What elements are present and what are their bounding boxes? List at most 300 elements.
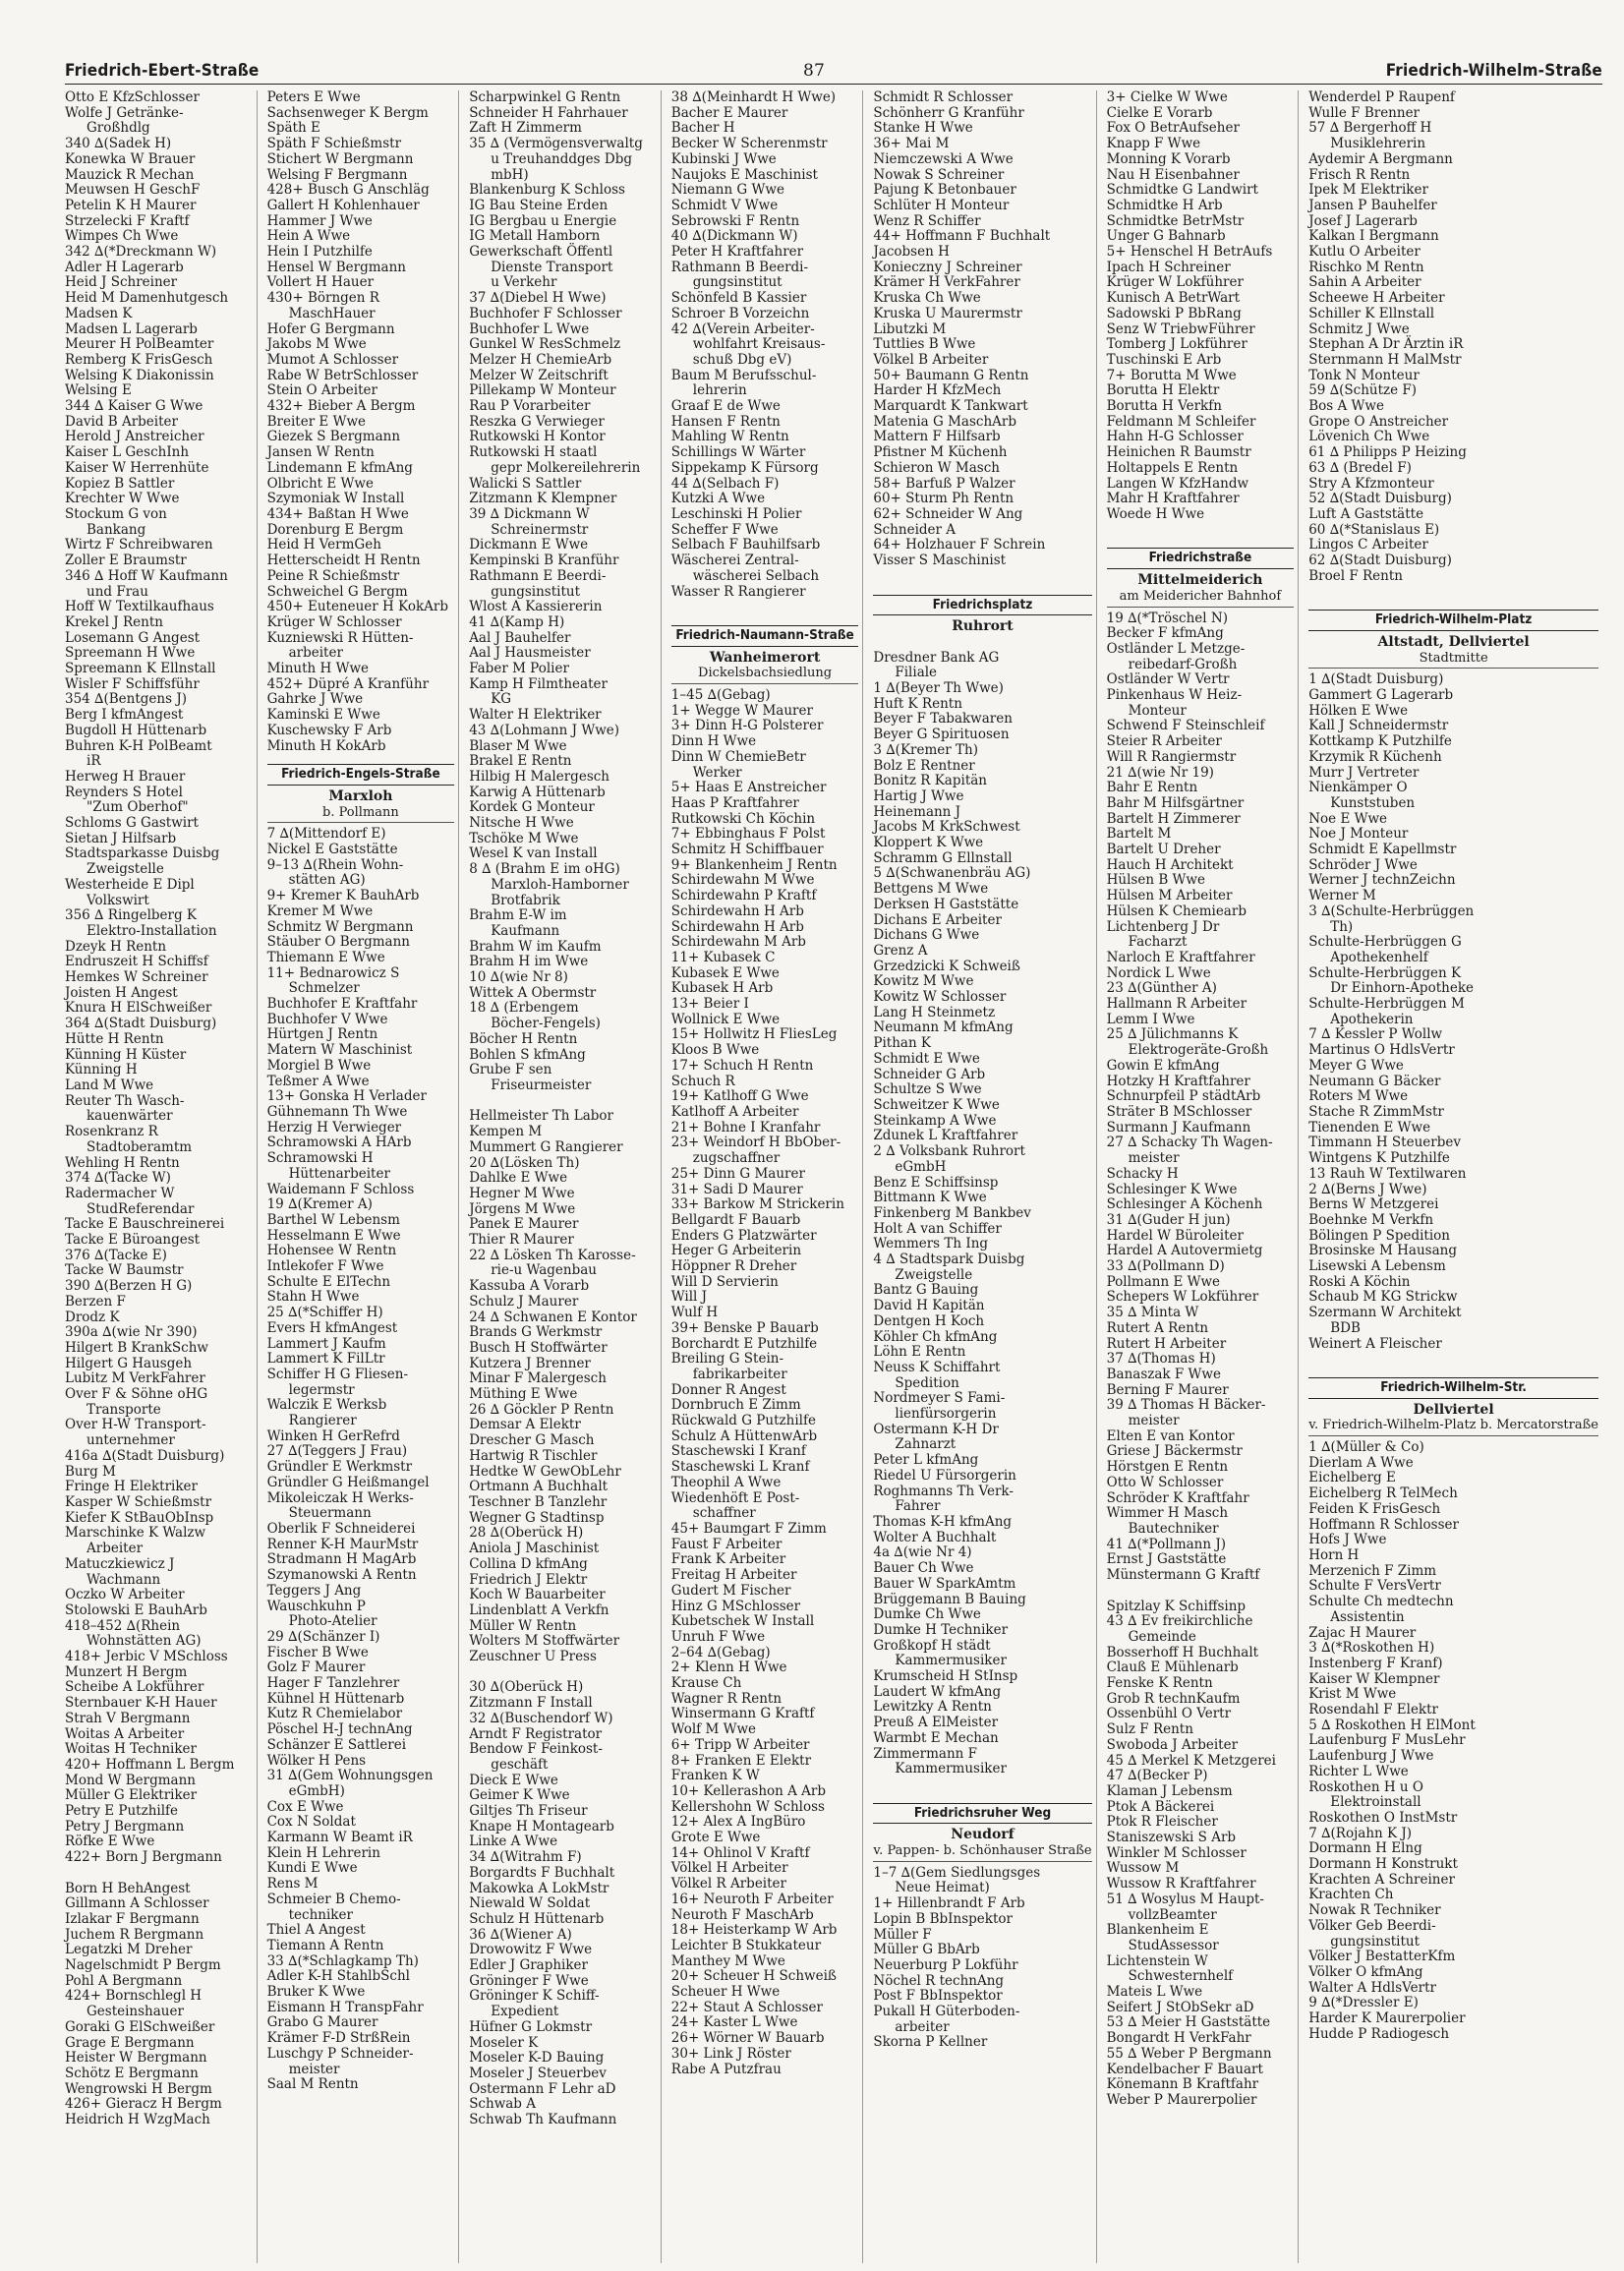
directory-entry: Land M Wwe (65, 1077, 154, 1093)
directory-entry: Hartwig R Tischler (469, 1447, 598, 1464)
directory-entry: Wimmer H Masch (1106, 1505, 1229, 1522)
directory-entry: Madsen K (65, 305, 133, 321)
directory-entry: Gahrke J Wwe (266, 691, 364, 708)
directory-entry: Schweichel G Bergm (266, 583, 408, 600)
directory-entry: Brands G Werkmstr (469, 1324, 603, 1341)
directory-entry: Makowka A LokMstr (469, 1880, 609, 1896)
directory-entry: Teschner B Tanzlehr (469, 1493, 608, 1510)
directory-entry: Roskothen H u O (1308, 1778, 1423, 1795)
directory-entry: Schillings W Wärter (670, 444, 806, 461)
street-heading: Friedrichstraße (1107, 548, 1295, 569)
directory-entry: Welsing F Bergmann (266, 166, 408, 183)
directory-entry: Lichtenberg J Dr (1106, 918, 1220, 935)
entry-continuation: fabrikarbeiter (692, 1366, 787, 1382)
directory-entry: Kutzki A Wwe (670, 491, 766, 507)
directory-entry: Schönherr G Kranführ (873, 104, 1024, 121)
entry-continuation: reibedarf-Großh (1128, 656, 1238, 672)
directory-entry: Leschinski H Polier (670, 505, 802, 522)
directory-entry: Scheffer F Wwe (670, 521, 779, 538)
directory-entry: Hahn H-G Schlosser (1106, 429, 1244, 445)
directory-entry: Brakel E Rentn (469, 753, 572, 770)
directory-entry: Kowitz M Wwe (873, 973, 974, 990)
directory-entry: Buchhofer F Schlosser (469, 305, 622, 321)
directory-entry: Westerheide E Dipl (65, 876, 195, 893)
directory-entry: Zeuschner U Press (469, 1649, 597, 1665)
directory-entry: 39+ Benske P Bauarb (670, 1319, 819, 1336)
directory-entry: Schötz E Bergmann (65, 2066, 199, 2081)
directory-entry: Mummert G Rangierer (469, 1138, 623, 1155)
directory-entry: Gallert H Kohlenhauer (266, 197, 420, 213)
directory-entry: Werner J technZeichn (1308, 872, 1456, 889)
directory-entry: 17+ Schuch H Rentn (670, 1057, 814, 1074)
directory-entry: Bruker K Wwe (266, 1984, 366, 2001)
directory-entry: Dickmann E Wwe (469, 537, 589, 553)
directory-entry: Brahm W im Kaufm (469, 938, 602, 955)
directory-entry: 9+ Blankenheim J Rentn (670, 856, 838, 873)
directory-entry: Barthel W Lebensm (266, 1211, 400, 1228)
directory-entry: Gründler G Heißmangel (266, 1474, 430, 1490)
entry-continuation: lehrerin (692, 382, 747, 399)
street-heading: Friedrich-Wilhelm-Str. (1308, 1377, 1598, 1399)
directory-entry: 30 ∆(Oberück H) (469, 1679, 584, 1696)
directory-entry: Hensel W Bergmann (266, 259, 406, 275)
directory-entry: Hülsen M Arbeiter (1106, 888, 1233, 904)
directory-entry: Neumann G Bäcker (1308, 1073, 1441, 1089)
directory-entry: Kellershohn W Schloss (670, 1798, 825, 1815)
directory-entry: 43 ∆(Lohmann J Wwe) (469, 722, 620, 738)
directory-entry: Bolz E Rentner (873, 757, 975, 774)
directory-entry: Scheibe A Lokführer (65, 1679, 204, 1696)
directory-entry: Becker F kfmAng (1106, 625, 1224, 642)
entry-continuation: eGmbH) (288, 1782, 345, 1799)
directory-entry: 32 ∆(Buschendorf W) (469, 1710, 613, 1726)
directory-entry: 9–13 ∆(Rhein Wohn- (266, 856, 404, 873)
directory-entry: Wirtz F Schreibwaren (65, 537, 213, 553)
entry-continuation: unternehmer (87, 1432, 175, 1449)
entry-continuation: gungsinstitut (1330, 1933, 1421, 1950)
directory-entry: Schmidt V Wwe (670, 197, 779, 213)
directory-entry: 23 ∆(Günther A) (1106, 980, 1217, 997)
directory-entry: Schlesinger K Wwe (1106, 1181, 1238, 1197)
directory-entry: Kasper W Schießmstr (65, 1493, 212, 1510)
directory-entry: Bos A Wwe (1308, 398, 1384, 415)
directory-entry: Stache R ZimmMstr (1308, 1104, 1444, 1120)
directory-entry: Berning F Maurer (1106, 1381, 1229, 1398)
entry-continuation: Rangierer (288, 1413, 357, 1429)
directory-entry: 432+ Bieber A Bergm (266, 398, 416, 415)
directory-entry: Sietan J Hilfsarb (65, 830, 177, 846)
column-6 (1107, 90, 1300, 2263)
directory-entry: Dzeyk H Rentn (65, 938, 167, 955)
directory-entry: Frank K Arbeiter (670, 1551, 786, 1568)
street-heading: Friedrich-Wilhelm-Platz (1308, 610, 1598, 631)
directory-entry: 2–64 ∆(Gebag) (670, 1644, 771, 1660)
directory-entry: Knape H Montagearb (469, 1818, 614, 1834)
directory-entry: Walczik E Werksb (266, 1397, 387, 1414)
directory-entry: Borgardts F Buchhalt (469, 1864, 615, 1881)
directory-entry: Arndt F Registrator (469, 1725, 603, 1742)
directory-entry: Hedtke W GewObLehr (469, 1463, 621, 1480)
directory-entry: 35 ∆ (Vermögensverwaltg (469, 136, 643, 152)
directory-entry: Schulte-Herbrüggen M (1308, 996, 1465, 1013)
directory-entry: Peter H Kraftfahrer (670, 244, 804, 261)
directory-entry: Will R Rangiermstr (1106, 748, 1237, 765)
directory-entry: Thier R Maurer (469, 1232, 574, 1249)
directory-entry: Bugdoll H Hüttenarb (65, 722, 207, 738)
directory-entry: 64+ Holzhauer F Schrein (873, 537, 1046, 553)
directory-entry: Breiter E Wwe (266, 413, 366, 430)
directory-entry: Bantz G Bauing (873, 1282, 979, 1299)
directory-entry: Giltjes Th Friseur (469, 1803, 588, 1820)
entry-continuation: rie-u Wagenbau (491, 1262, 597, 1279)
directory-entry: Schmitz H Schiffbauer (670, 842, 824, 858)
directory-entry: Remberg K FrisGesch (65, 351, 213, 368)
directory-entry: Bonitz R Kapitän (873, 773, 987, 789)
district-name: Wanheimerort (709, 649, 821, 666)
directory-entry: 342 ∆(*Dreckmann W) (65, 244, 217, 261)
directory-entry: Hilgert G Hausgeh (65, 1355, 193, 1371)
directory-entry: 420+ Hoffmann L Bergm (65, 1756, 235, 1773)
directory-entry: Frisch R Rentn (1308, 166, 1411, 183)
directory-entry: Will J (670, 1289, 708, 1306)
directory-entry: Großkopf H städt (873, 1637, 991, 1654)
running-header (65, 51, 1602, 81)
directory-entry: Morgiel B Wwe (266, 1057, 372, 1074)
directory-entry: Konewka W Brauer (65, 150, 196, 167)
directory-entry: Schmidtke BetrMstr (1106, 212, 1245, 229)
directory-entry: Dormann H Elng (1308, 1840, 1422, 1857)
directory-entry: Gröninger K Schiff- (469, 1988, 600, 2005)
directory-entry: 2 ∆ Volksbank Ruhrort (873, 1143, 1025, 1160)
directory-entry: 346 ∆ Hoff W Kaufmann (65, 567, 228, 584)
directory-entry: Aal J Hausmeister (469, 645, 591, 662)
directory-entry: Krause Ch (670, 1675, 742, 1692)
directory-entry: Schönfeld B Kassier (670, 290, 807, 307)
entry-continuation: mbH) (491, 166, 529, 183)
directory-entry: Blankenburg K Schloss (469, 182, 625, 199)
directory-entry: Demsar A Elektr (469, 1417, 581, 1433)
directory-entry: Zaft H Zimmerm (469, 120, 582, 137)
directory-entry: 31+ Sadi D Maurer (670, 1181, 803, 1197)
directory-entry: 30+ Link J Röster (670, 2045, 791, 2062)
directory-entry: Stichert W Bergmann (266, 150, 414, 167)
directory-entry: Schulte F VersVertr (1308, 1578, 1441, 1595)
directory-entry: 60+ Sturm Ph Rentn (873, 491, 1015, 507)
directory-entry: 20 ∆(Lösken Th) (469, 1154, 580, 1171)
directory-entry: Schänzer E Sattlerei (266, 1736, 407, 1753)
header-left-street: Friedrich-Ebert-Straße (65, 61, 260, 81)
directory-entry: Müller F (873, 1926, 932, 1943)
directory-entry: Hüfner G Lokmstr (469, 2018, 593, 2035)
directory-entry: Schirdewahn H Arb (670, 918, 804, 935)
directory-entry: Sippekamp K Fürsorg (670, 459, 819, 476)
directory-entry: Evers H kfmAngest (266, 1319, 398, 1336)
directory-entry: 9 ∆(*Dressler E) (1308, 1995, 1419, 2011)
directory-entry: Bacher E Maurer (670, 104, 788, 121)
directory-entry: Böcher H Rentn (469, 1030, 578, 1047)
directory-entry: Finkenberg M Bankbev (873, 1204, 1031, 1221)
directory-entry: Zajac H Maurer (1308, 1624, 1417, 1641)
directory-entry: 53 ∆ Meier H Gaststätte (1106, 2014, 1271, 2031)
directory-entry: Kempinski B Kranführ (469, 553, 619, 569)
directory-entry: Drodz K (65, 1309, 120, 1325)
directory-entry: 434+ Baßtan H Wwe (266, 505, 409, 522)
entry-continuation: StudReferendar (87, 1200, 195, 1217)
directory-entry: Aal J Bauhelfer (469, 629, 571, 646)
directory-entry: Seifert J StObSekr aD (1106, 1999, 1254, 2015)
directory-entry: Leichter B Stukkateur (670, 1937, 822, 1953)
directory-entry: Burg M (65, 1463, 116, 1480)
directory-entry: Staschewski I Kranf (670, 1443, 806, 1460)
directory-entry: Cox E Wwe (266, 1798, 344, 1815)
directory-entry: Freitag H Arbeiter (670, 1567, 797, 1584)
entry-continuation: Brotfabrik (491, 892, 560, 908)
directory-entry: Hesselmann E Wwe (266, 1227, 401, 1244)
directory-entry: Schulz J Maurer (469, 1293, 579, 1310)
directory-entry: Dentgen H Koch (873, 1312, 985, 1329)
directory-entry: Munzert H Bergm (65, 1663, 188, 1680)
directory-entry: 50+ Baumann G Rentn (873, 367, 1029, 383)
directory-entry: 37 ∆(Diebel H Wwe) (469, 290, 607, 307)
entry-continuation: BDB (1330, 1319, 1361, 1336)
directory-entry: Bohlen S kfmAng (469, 1046, 586, 1063)
directory-entry: Kutzera J Brenner (469, 1355, 591, 1371)
directory-entry: Szymanowski A Rentn (266, 1567, 417, 1584)
directory-entry: Lichtenstein W (1106, 1952, 1208, 1969)
column-7 (1308, 90, 1602, 2263)
entry-continuation: Elektroinstall (1330, 1794, 1421, 1811)
directory-entry: Wäscherei Zentral- (670, 553, 799, 569)
directory-entry: Over H-W Transport- (65, 1417, 206, 1433)
directory-entry: Hetterscheidt H Rentn (266, 553, 421, 569)
directory-entry: Giezek S Bergmann (266, 429, 401, 445)
directory-entry: 3+ Cielke W Wwe (1106, 89, 1228, 105)
directory-entry: Rischko M Rentn (1308, 259, 1424, 275)
spacer (671, 600, 859, 615)
directory-entry: Noe E Wwe (1308, 810, 1388, 827)
spacer (1107, 523, 1295, 539)
directory-entry: Dichans E Arbeiter (873, 911, 1002, 928)
directory-entry: Schramowski H (266, 1150, 374, 1167)
directory-entry: Rabe A Putzfrau (670, 2061, 782, 2077)
directory-entry: Klein H Lehrerin (266, 1844, 380, 1861)
directory-entry: Borutta H Verkfn (1106, 398, 1222, 415)
directory-entry: 1+ Hillenbrandt F Arb (873, 1895, 1025, 1912)
directory-entry: Brahm H im Wwe (469, 954, 589, 970)
directory-entry: Schirdewahn M Arb (670, 934, 806, 951)
entry-continuation: Neue Heimat) (895, 1880, 990, 1896)
directory-entry: Bölingen P Spedition (1308, 1227, 1450, 1244)
directory-entry: Moseler J Steuerbev (469, 2066, 607, 2081)
directory-entry: Völker O kfmAng (1308, 1963, 1423, 1980)
directory-entry: Libutzki M (873, 320, 947, 337)
directory-entry: Mattern F Hilfsarb (873, 429, 1001, 445)
directory-entry: Franken K W (670, 1768, 760, 1784)
directory-entry: Tomberg J Lokführer (1106, 336, 1247, 353)
directory-entry: Nöchel R technAng (873, 1972, 1005, 1989)
entry-continuation: Kammermusiker (895, 1653, 1007, 1669)
directory-entry: Schneider H Fahrhauer (469, 104, 628, 121)
directory-entry: Petry J Bergmann (65, 1818, 185, 1834)
directory-entry: Pollmann E Wwe (1106, 1273, 1221, 1290)
directory-entry: Swoboda J Arbeiter (1106, 1736, 1239, 1753)
directory-entry: Winken H GerRefrd (266, 1427, 400, 1444)
directory-entry: Vollert H Hauer (266, 274, 375, 291)
directory-entry: Schwab Th Kaufmann (469, 2112, 617, 2128)
directory-entry: Hammer J Wwe (266, 212, 373, 229)
directory-entry: Tacke W Baumstr (65, 1262, 184, 1279)
directory-entry: Timmann H Steuerbev (1308, 1135, 1461, 1151)
directory-entry: Szermann W Architekt (1308, 1305, 1462, 1321)
directory-entry: Thiel A Angest (266, 1922, 366, 1939)
directory-entry: 5 ∆ Roskothen H ElMont (1308, 1717, 1476, 1733)
directory-entry: Visser S Maschinist (873, 553, 1007, 569)
directory-entry: 28 ∆(Oberück H) (469, 1525, 584, 1542)
directory-entry: 39 ∆ Dickmann W (469, 505, 590, 522)
directory-entry: Unger G Bahnarb (1106, 228, 1226, 245)
directory-entry: Stockum G von (65, 505, 167, 522)
directory-entry: Szymoniak W Install (266, 491, 405, 507)
directory-entry: Noe J Monteur (1308, 826, 1409, 843)
directory-entry: Lövenich Ch Wwe (1308, 429, 1430, 445)
directory-entry: Graaf E de Wwe (670, 398, 781, 415)
directory-entry: 7+ Ebbinghaus F Polst (670, 826, 826, 843)
directory-entry: 63 ∆ (Bredel F) (1308, 459, 1412, 476)
directory-entry: Bahr M Hilfsgärtner (1106, 794, 1245, 811)
street-range: Dickelsbachsiedlung (671, 666, 859, 684)
directory-entry: Kremer M Wwe (266, 903, 374, 919)
directory-entry: Kowitz W Schlosser (873, 989, 1007, 1006)
directory-entry: 47 ∆(Becker P) (1106, 1768, 1208, 1784)
directory-entry: Otto E KfzSchlosser (65, 89, 200, 105)
directory-entry: Rutkowski Ch Köchin (670, 810, 816, 827)
directory-entry: 20+ Scheuer H Schweiß (670, 1968, 837, 1985)
directory-entry: Dinn W ChemieBetr (670, 748, 806, 765)
directory-entry: Josef J Lagerarb (1308, 212, 1418, 229)
directory-entry: Otto W Schlosser (1106, 1474, 1224, 1490)
directory-entry: 27 ∆(Teggers J Frau) (266, 1443, 408, 1460)
directory-entry: Zdunek L Kraftfahrer (873, 1128, 1018, 1144)
directory-entry: Sachsenweger K Bergm (266, 104, 429, 121)
directory-entry: Elten E van Kontor (1106, 1427, 1235, 1444)
entry-continuation: Fahrer (895, 1498, 941, 1515)
directory-entry: Mond W Bergmann (65, 1772, 196, 1788)
directory-entry: Strah V Bergmann (65, 1710, 191, 1726)
directory-entry: Schramm G Ellnstall (873, 849, 1013, 866)
directory-entry: Meuwsen H GeschF (65, 182, 201, 199)
directory-entry: 59 ∆(Schütze F) (1308, 382, 1418, 399)
entry-continuation: gungsinstitut (491, 583, 581, 600)
directory-entry: Wimpes Ch Wwe (65, 228, 179, 245)
directory-entry: Rathmann B Beerdi- (670, 259, 809, 275)
directory-entry: Schröder J Wwe (1308, 856, 1418, 873)
street-heading: Friedrichsplatz (873, 595, 1091, 616)
directory-entry: Surmann J Kaufmann (1106, 1119, 1251, 1136)
directory-entry: 8 ∆ (Brahm E im oHG) (469, 861, 620, 878)
directory-entry: 39 ∆ Thomas H Bäcker- (1106, 1397, 1266, 1414)
directory-entry: Bellgardt F Bauarb (670, 1211, 801, 1228)
directory-entry: Kiefer K StBauObInsp (65, 1509, 214, 1526)
directory-entry: Hudde P Radiogesch (1308, 2025, 1450, 2042)
directory-entry: 45 ∆ Merkel K Metzgerei (1106, 1752, 1276, 1769)
directory-entry: Saal M Rentn (266, 2076, 359, 2093)
entry-continuation: Zweigstelle (87, 861, 164, 878)
directory-entry: Donner R Angest (670, 1381, 786, 1398)
street-heading: Friedrich-Naumann-Straße (671, 625, 859, 647)
directory-entry: Nagelschmidt P Bergm (65, 1957, 221, 1974)
directory-entry: Heidrich H WzgMach (65, 2112, 210, 2128)
entry-continuation: KG (491, 691, 512, 708)
entry-continuation: meister (1128, 1150, 1180, 1167)
directory-entry: Schneider A (873, 521, 957, 538)
directory-entry: Grenz A (873, 942, 928, 959)
entry-continuation: techniker (288, 1906, 353, 1923)
directory-entry: Schulz A HüttenwArb (670, 1427, 818, 1444)
directory-entry: Schmeier B Chemo- (266, 1891, 401, 1907)
directory-entry: Walicki S Sattler (469, 475, 582, 492)
directory-entry: Luschgy P Schneider- (266, 2045, 414, 2062)
directory-entry: Bosserhoff H Buchhalt (1106, 1644, 1259, 1660)
directory-entry: 7+ Borutta M Wwe (1106, 367, 1237, 383)
directory-entry: Köhler Ch kfmAng (873, 1328, 998, 1345)
directory-entry: Lindemann E kfmAng (266, 459, 413, 476)
directory-entry: 5+ Haas E Anstreicher (670, 780, 827, 796)
directory-entry: Krachten A Schreiner (1308, 1871, 1455, 1888)
directory-entry: Kubinski J Wwe (670, 150, 777, 167)
directory-entry: Martinus O HdlsVertr (1308, 1042, 1455, 1059)
directory-entry: Neuss K Schiffahrt (873, 1359, 1001, 1375)
directory-entry: 14+ Ohlinol V Kraftf (670, 1844, 810, 1861)
directory-entry: 7 ∆(Rojahn K J) (1308, 1825, 1413, 1841)
district-name: Marxloh (328, 787, 393, 804)
directory-entry: Harder K Maurerpolier (1308, 2010, 1466, 2027)
directory-entry: Heinichen R Baumstr (1106, 444, 1251, 461)
directory-entry: Kruska U Maurermstr (873, 305, 1022, 321)
directory-entry: Krämer F-D StrßRein (266, 2030, 411, 2047)
directory-entry: Schneider G Arb (873, 1066, 986, 1082)
street-range: b. Pollmann (267, 805, 455, 824)
entry-continuation: Zweigstelle (895, 1266, 973, 1283)
directory-entry: 26+ Wörner W Bauarb (670, 2030, 825, 2047)
directory-entry: 5 ∆(Schwanenbräu AG) (873, 865, 1031, 882)
directory-entry: Radermacher W (65, 1185, 175, 1201)
directory-entry: Breiling G Stein- (670, 1351, 784, 1368)
directory-entry: Dieck E Wwe (469, 1772, 558, 1788)
directory-entry: Völkel R Arbeiter (670, 1876, 786, 1892)
directory-entry: Reynders S Hotel (65, 784, 183, 800)
directory-entry: 21 ∆(wie Nr 19) (1106, 764, 1214, 781)
directory-entry: Wegner G Stadtinsp (469, 1509, 605, 1526)
directory-entry: Kundi E Wwe (266, 1860, 358, 1877)
directory-entry: Banaszak F Wwe (1106, 1366, 1221, 1382)
directory-entry: Theophil A Wwe (670, 1474, 782, 1490)
directory-entry: Manthey M Wwe (670, 1952, 785, 1969)
directory-entry: Warmbt E Mechan (873, 1729, 999, 1746)
directory-entry: Moseler K-D Bauing (469, 2050, 605, 2067)
directory-entry: Kamp H Filmtheater (469, 675, 608, 692)
directory-entry: Walter A HdlsVertr (1308, 1979, 1436, 1996)
directory-entry: Nickel E Gaststätte (266, 842, 398, 858)
entry-continuation: MaschHauer (288, 305, 376, 321)
directory-entry: Kubetschek W Install (670, 1613, 815, 1630)
directory-entry: 38 ∆(Meinhardt H Wwe) (670, 89, 837, 105)
directory-entry: Cielke E Vorarb (1106, 104, 1213, 121)
directory-entry: 390 ∆(Berzen H G) (65, 1278, 193, 1295)
directory-entry: Hofer G Bergmann (266, 320, 395, 337)
directory-entry: Buchhofer L Wwe (469, 320, 590, 337)
directory-entry: Pukall H Güterboden- (873, 2004, 1020, 2020)
directory-entry: Neuroth F MaschArb (670, 1906, 814, 1923)
